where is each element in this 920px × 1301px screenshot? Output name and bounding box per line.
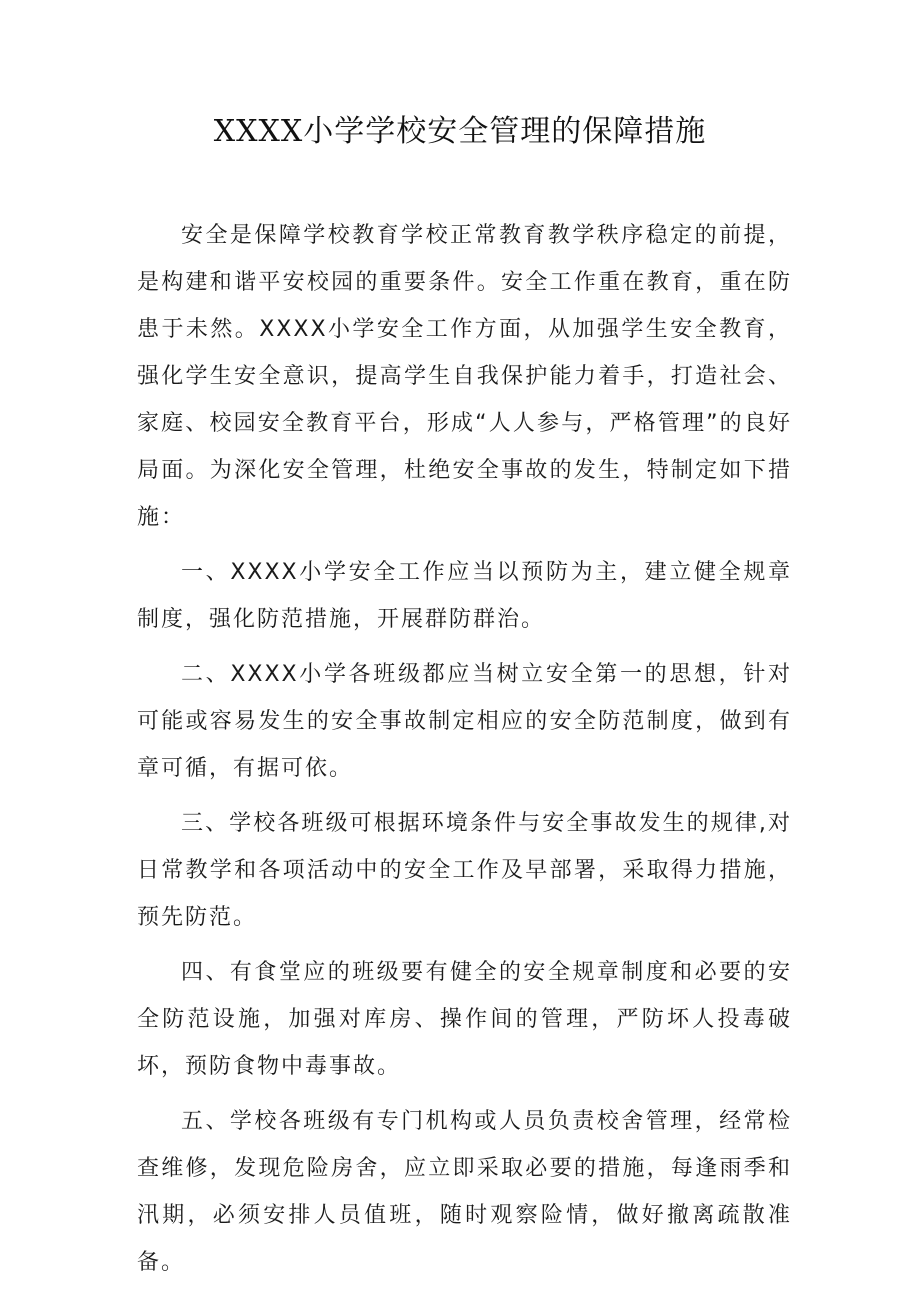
document-body — [137, 212, 792, 1294]
measure-paragraph-1: 一、XXXX小学安全工作应当以预防为主，建立健全规章制度，强化防范措施，开展群防群治。 — [137, 560, 792, 632]
measure-paragraph-2: 二、XXXX小学各班级都应当树立安全第一的思想，针对可能或容易发生的安全事故制定相应的安全防范制度，做到有章可循，有据可依。 — [137, 662, 792, 781]
document-title: XXXX小学学校安全管理的保障措施 — [213, 114, 707, 149]
intro-paragraph: 安全是保障学校教育学校正常教育教学秩序稳定的前提，是构建和谐平安校园的重要条件。安全工作重在教育，重在防患于未然。XXXX小学安全工作方面，从加强学生安全教育，强化学生安全意识，提高学生自我保护能力着手，打造社会、家庭、校园安全教育平台，形成“人人参与，严格管理”的良好局面。为深化安全管理，杜绝安全事故的发生，特制定如下措施： — [137, 223, 792, 530]
measure-paragraph-3: 三、学校各班级可根据环境条件与安全事故发生的规律,对日常教学和各项活动中的安全工作及早部署，采取得力措施，预先防范。 — [137, 811, 792, 930]
measure-paragraph-5: 五、学校各班级有专门机构或人员负责校舍管理，经常检查维修，发现危险房舍，应立即采取必要的措施，每逢雨季和汛期，必须安排人员值班，随时观察险情，做好撤离疏散准备。 — [137, 1109, 792, 1275]
measure-paragraph-4: 四、有食堂应的班级要有健全的安全规章制度和必要的安全防范设施，加强对库房、操作间的管理，严防坏人投毒破坏，预防食物中毒事故。 — [137, 960, 792, 1079]
